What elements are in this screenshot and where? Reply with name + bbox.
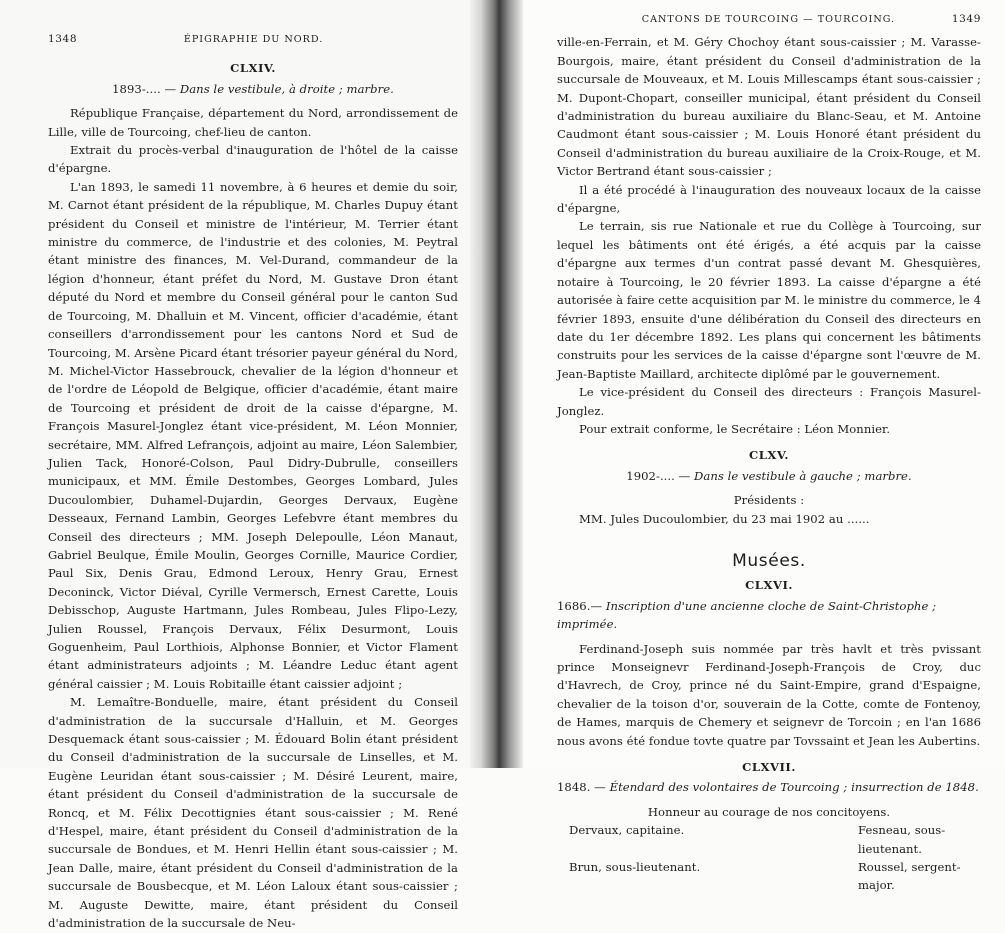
right-running-head	[557, 10, 981, 29]
presidents-label: Présidents :	[733, 493, 805, 508]
left-running-title: ÉPIGRAPHIE DU NORD.	[183, 34, 324, 45]
section-clxiv: CLXIV.	[230, 61, 276, 76]
officers-list	[557, 821, 981, 895]
paragraph: Extrait du procès-verbal d'inauguration de l'hôtel de la caisse d'épargne.	[48, 143, 458, 176]
dateline-desc: Dans le vestibule, à droite ; marbre.	[179, 81, 394, 96]
paragraph: Le terrain, sis rue Nationale et rue du Collège à Tourcoing, sur lequel les bâtiments ont été érigés, a été acquis par la caisse d'épargne aux termes d'un contrat passé devant M. Ghesquières, notaire à Tourcoing, le 20 février 1893. La caisse d'épargne a été autorisée à faire cette acquisition par M. le ministre du commerce, le 4 février 1893, ensuite d'une délibération du Conseil des directeurs en date du 1er décembre 1892. Les plans qui concernent les bâtiments construits pour les services de la caisse d'épargne sont l'œuvre de M. Jean-Baptiste Maillard, architecte diplômé par le gouvernement.	[557, 219, 981, 381]
paragraph: Le vice-président du Conseil des directeurs : François Masurel-Jonglez.	[557, 385, 981, 418]
dateline-date: 1848. —	[557, 780, 606, 795]
right-page	[523, 0, 1005, 893]
dateline-desc: Dans le vestibule à gauche ; marbre.	[694, 468, 912, 483]
dateline-clxiv	[48, 80, 458, 98]
presidents-line: MM. Jules Ducoulombier, du 23 mai 1902 au ......	[579, 511, 870, 526]
paragraph: M. Lemaître-Bonduelle, maire, étant président du Conseil d'administration de la succursale d'Halluin, et M. Georges Desquemack étant sous-caissier ; M. Édouard Bolin étant président du Conseil d'administration de la succursale de Linselles, et M. Eugène Leuridan étant sous-caissier ; M. Désiré Leurent, maire, étant président du Conseil d'administration de la succursale de Roncq, et M. Félix Decottignies étant sous-caissier ; M. René d'Hespel, maire, étant président du Conseil d'administration de la succursale de Bondues, et M. Henri Hellin étant sous-caissier ; M. Jean Dalle, maire, étant président du Conseil d'administration de la succursale de Bousbecque, et M. Léon Laloux étant sous-caissier ; M. Auguste Dewitte, maire, étant président du Conseil d'administration de la succursale de Neu-	[48, 695, 458, 931]
paragraph: L'an 1893, le samedi 11 novembre, à 6 heures et demie du soir, M. Carnot étant président de la république, M. Charles Dupuy étant président du Conseil et ministre de l'intérieur, M. Terrier étant ministre du commerce, de l'industrie et des colonies, M. Peytral étant ministre des finances, M. Vel-Durand, commandeur de la légion d'honneur, étant préfet du Nord, M. Gustave Dron étant député du Nord et membre du Conseil général pour le canton Sud de Tourcoing, M. Dhalluin et M. Vincent, officier d'académie, étant conseillers d'arrondissement pour les cantons Nord et Sud de Tourcoing, M. Arsène Picard étant trésorier payeur général du Nord, M. Michel-Victor Hassebrouck, chevalier de la légion d'honneur et de l'ordre de Léopold de Belgique, officier d'académie, étant maire de Tourcoing et président de droit de la caisse d'épargne, M. François Masurel-Jonglez étant vice-président, M. Léon Monnier, secrétaire, MM. Alfred Lefrançois, adjoint au maire, Léon Salembier, Julien Tack, Honoré-Colson, Paul Didry-Dubrulle, conseillers municipaux, et MM. Émile Destombes, Georges Lombard, Jules Ducoulombier, Duhamel-Dujardin, Georges Dervaux, Eugène Desseaux, Fernand Lambin, Georges Lefebvre étant membres du Conseil des directeurs ; MM. Joseph Delepoulle, Léon Manaut, Gabriel Beulque, Émile Moulin, Georges Cornille, Maurice Cordier, Paul Six, Denis Grau, Edmond Leroux, Henry Grau, Ernest Deconinck, Victor Diéval, Cyrille Vermersch, Ernest Carette, Louis Debisschop, Auguste Hartmann, Jules Rombeau, Jules Flipo-Lezy, Julien Roussel, François Dervaux, Félix Desurmont, Louis Goguenheim, Paul Lorthiois, Alphonse Bonnier, et Victor Flament étant administrateurs adjoints ; M. Léandre Leduc étant agent général caissier ; M. Louis Robitaille étant caissier adjoint ;	[48, 179, 458, 691]
left-page-number: 1348	[48, 33, 78, 45]
bell-inscription: Ferdinand-Joseph suis nommée par très havlt et très pvissant prince Monseignevr Ferdinand-Joseph-François de Croy, duc d'Havrech, de Croy, prince né du Saint-Empire, grand d'Espaigne, chevalier de la toison d'or, souverain de la Cotte, comte de Fontenoy, de Hames, marquis de Chemery et seignevr de Torcoin ; en l'an 1686 nous avons été fondue tovte quatre par Tovssaint et Jean les Aubertins.	[557, 641, 981, 748]
right-page-number: 1349	[951, 13, 981, 25]
dateline-clxvii	[557, 778, 981, 796]
book-gutter	[470, 0, 523, 768]
left-running-head	[48, 30, 458, 49]
dateline-date: 1686.—	[557, 598, 603, 613]
dateline-clxv	[557, 467, 981, 485]
continuation-paragraph: ville-en-Ferrain, et M. Géry Chochoy étant sous-caissier ; M. Varasse-Bourgois, maire, étant président du Conseil d'administration de la succursale de Mouveaux, et M. Louis Millescamps étant sous-caissier ; M. Dupont-Chopart, conseiller municipal, étant président du Conseil d'administration du bureau auxiliaire du Blanc-Seau, et M. Antoine Caudmont étant sous-caissier ; M. Louis Honoré étant président du Conseil d'administration du bureau auxiliaire de la Croix-Rouge, et M. Victor Bertrand étant sous-caissier ;	[557, 35, 981, 179]
officer-entry: Dervaux, capitaine.	[569, 823, 685, 838]
section-clxvii: CLXVII.	[742, 760, 796, 775]
right-running-title: CANTONS DE TOURCOING — TOURCOING.	[641, 14, 896, 25]
section-clxvi: CLXVI.	[745, 578, 793, 593]
honneur-line: Honneur au courage de nos concitoyens.	[647, 804, 891, 819]
musees-heading: Musées.	[732, 550, 806, 571]
paragraph: Pour extrait conforme, le Secrétaire : Léon Monnier.	[579, 421, 891, 436]
dateline-desc: Étendard des volontaires de Tourcoing ; insurrection de 1848.	[609, 780, 979, 795]
officer-entry: Roussel, sergent-major.	[858, 860, 961, 893]
paragraph: Il a été procédé à l'inauguration des nouveaux locaux de la caisse d'épargne,	[557, 182, 981, 216]
dateline-clxvi	[557, 597, 981, 634]
dateline-date: 1893-.... —	[112, 81, 177, 96]
officer-entry: Brun, sous-lieutenant.	[569, 860, 701, 875]
dateline-date: 1902-.... —	[626, 468, 691, 483]
dateline-desc: Inscription d'une ancienne cloche de Saint-Christophe ; imprimée.	[557, 598, 937, 632]
left-page	[0, 0, 470, 931]
section-clxv: CLXV.	[749, 448, 789, 463]
paragraph: République Française, département du Nord, arrondissement de Lille, ville de Tourcoing, chef-lieu de canton.	[48, 106, 458, 139]
officer-entry: Fesneau, sous-lieutenant.	[858, 823, 946, 856]
